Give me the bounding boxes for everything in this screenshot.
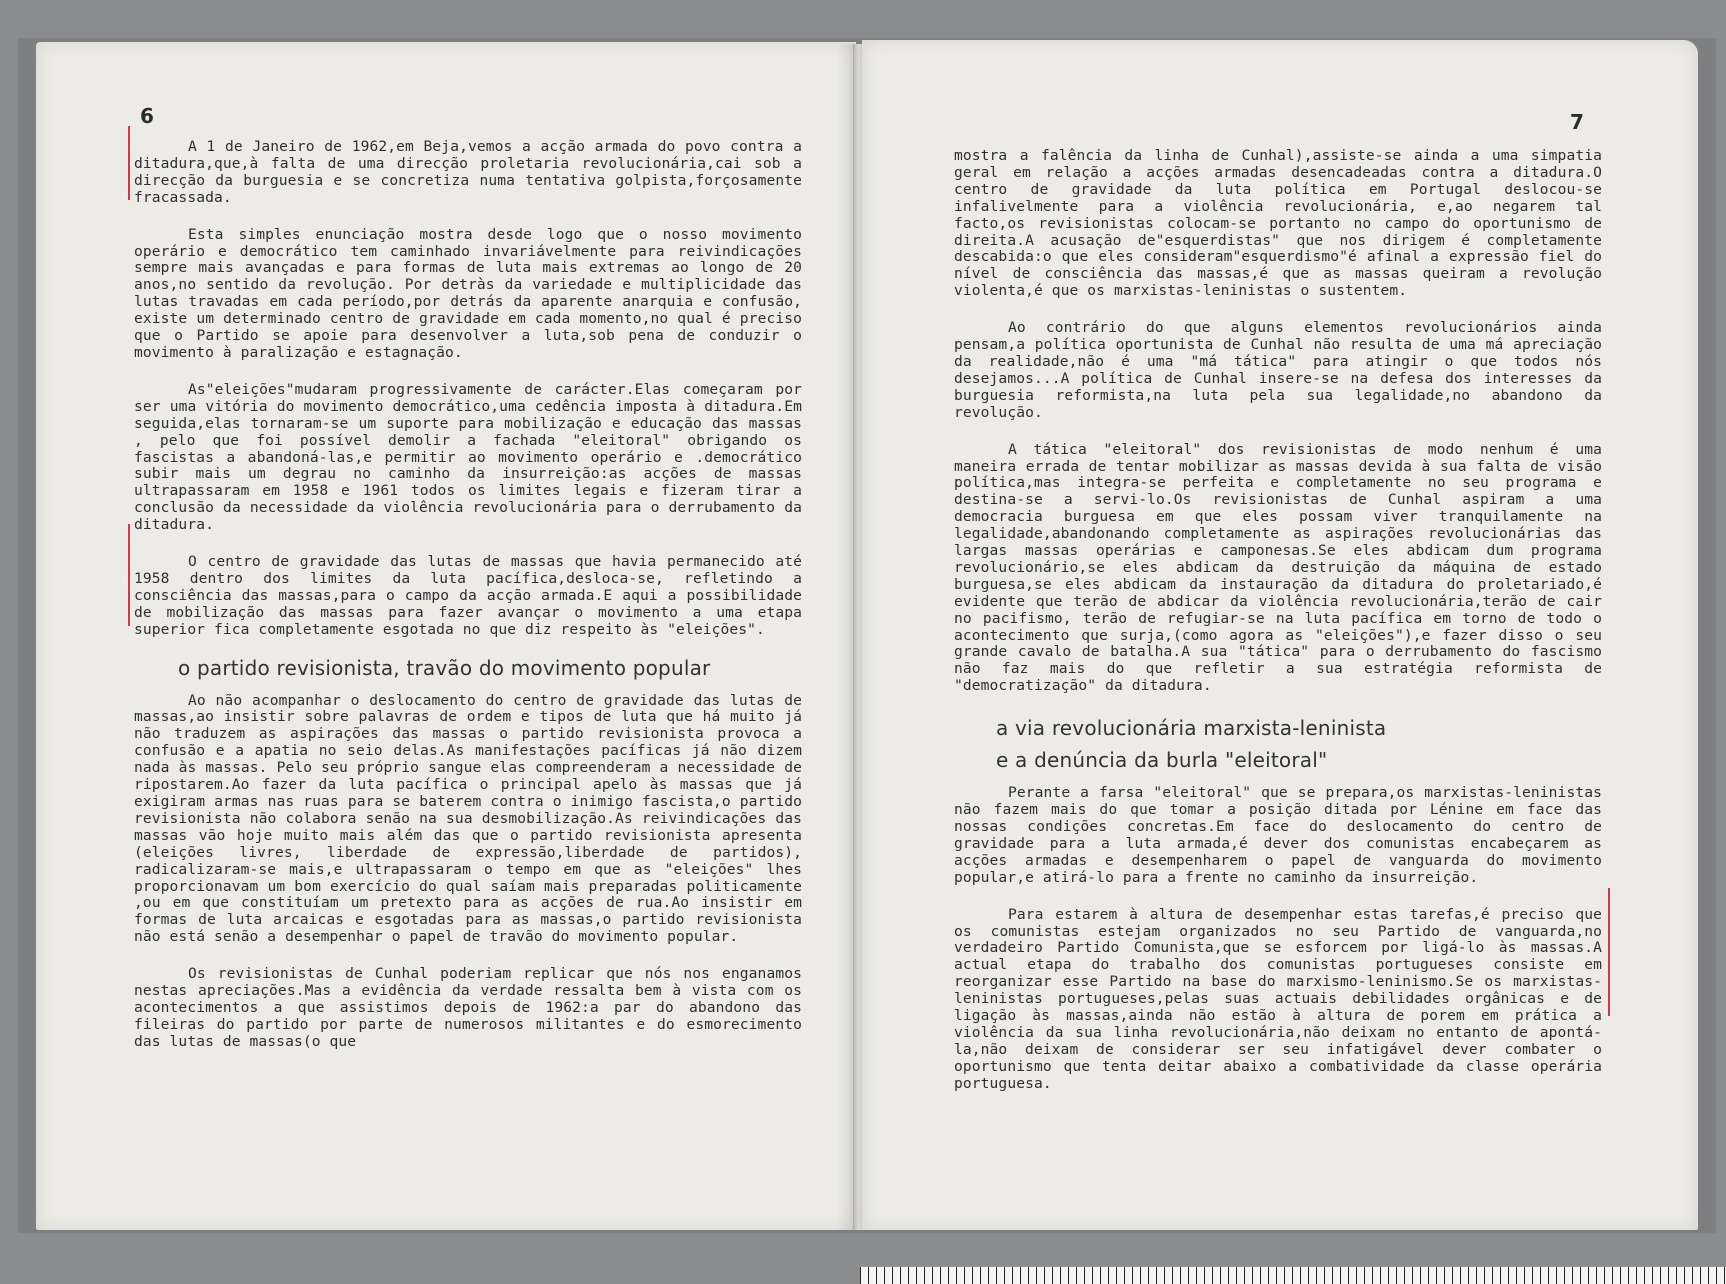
left-page: [36, 42, 856, 1230]
fold-shadow: [836, 44, 854, 1230]
paragraph: mostra a falência da linha de Cunhal),assiste-se ainda a uma simpatia geral em relação a acções armadas desencadeadas contra a ditadura.O centro de gravidade da luta política em Portugal deslocou-se infalivelmente para a violência revolucionária, e,ao negarem tal facto,os revisionistas colocam-se portanto no campo do oportunismo de direita.A acusação de"esquerdistas" que nos dirigem é completamente descabida:o que eles consideram"esquerdismo"é afinal a expressão fiel do nível de consciência das massas,é que as massas queiram a revolução violenta,é que os marxistas-leninistas o sustentem.: [954, 147, 1602, 300]
section-heading: e a denúncia da burla "eleitoral": [996, 748, 1328, 773]
paragraph: Ao não acompanhar o deslocamento do centro de gravidade das lutas de massas,ao insistir sobre palavras de ordem e tipos de luta que há muito já não traduzem as aspirações das massas o partido revisionista provoca a confusão e a apatia no seio delas.As manifestações pacíficas já não dizem nada às massas. Pelo seu próprio sangue elas compreenderam a necessidade de ripostarem.Ao fazer da luta pacífica o principal apelo às massas que já exigiram armas nas ruas para se baterem contra o inimigo fascista,o partido revisionista não colabora senão na sua desmobilização.As reivindicações das massas vão hoje muito mais além das que o partido revisionista apresenta (eleições livres, liberdade de expressão,liberdade de partidos), radicalizaram-se mais,e ultrapassaram o tempo em que as "eleições" lhes proporcionavam um bom exercício do qual saíam mais preparadas politicamente ,ou em que constituíam um pretexto para as acções de rua.Ao insistir em formas de luta arcaicas e esgotadas para as massas,o partido revisionista não está senão a desempenhar o papel de travão do movimento popular.: [134, 691, 802, 946]
left-page-text: [134, 139, 802, 1071]
section-heading: a via revolucionária marxista-leninista: [996, 716, 1387, 741]
page-number: 7: [1570, 110, 1584, 134]
paragraph: Ao contrário do que alguns elementos revolucionários ainda pensam,a política oportunista de Cunhal não resulta de uma má apreciação da realidade,não é uma "má tática" para atingir o que todos nós desejamos...A política de Cunhal insere-se na defesa dos interesses da burguesia reformista,na luta pela sua legalidade,no abandono da revolução.: [954, 319, 1602, 421]
page-number: 6: [140, 104, 154, 128]
measurement-ruler: [860, 1266, 1726, 1284]
paragraph: A tática "eleitoral" dos revisionistas de modo nenhum é uma maneira errada de tentar mobilizar as massas devida à sua falta de visão política,mas integra-se perfeita e completamente no seu programa e destina-se a servi-lo.Os revisionistas de Cunhal aspiram a uma democracia burguesa em que eles possam viver tranquilamente na legalidade,abandonando completamente as aspirações revolucionárias das largas massas operárias e camponesas.Se eles abdicam dum programa revolucionário,se eles abdicam da destruição da máquina de estado burguesa,se eles abdicam da instauração da ditadura do proletariado,é evidente que terão de abdicar da violência revolucionária,terão de cair no pacifismo, terão de refugiar-se na luta pacífica em torno de todo o acontecimento que surja,(como agora as "eleições"),e fazer disso o seu grande cavalo de batalha.A sua "tática" para o derrubamento do fascismo não faz mais do que refletir a sua estratégia reformista de "democratização" da ditadura.: [954, 440, 1602, 695]
paragraph: As"eleições"mudaram progressivamente de carácter.Elas começaram por ser uma vitória do movimento democrático,uma cedência imposta à ditadura.Em seguida,elas tornaram-se um suporte para mobilização e educação das massas , pelo que foi possível demolir a fachada "eleitoral" obrigando os fascistas a abandoná-las,e permitir ao movimento operário e .democrático subir mais um degrau no caminho da insurreição:as acções de massas ultrapassaram em 1958 e 1961 todos os limites legais e fizeram tirar a conclusão da necessidade da violência revolucionária para o derrubamento da ditadura.: [134, 380, 802, 534]
margin-mark: [1608, 888, 1610, 1016]
paragraph: O centro de gravidade das lutas de massas que havia permanecido até 1958 dentro dos limites da luta pacífica,desloca-se, refletindo a consciência das massas,para o campo da acção armada.E aqui a possibilidade de mobilização das massas para fazer avançar o movimento a uma etapa superior fica completamente esgotada no que diz respeito às "eleições".: [134, 553, 802, 638]
paragraph: Perante a farsa "eleitoral" que se prepara,os marxistas-leninistas não fazem mais do que tomar a posição ditada por Lénine em face das nossas condições concretas.Em face do deslocamento do centro de gravidade para a luta armada,é dever dos comunistas encabeçarem as acções armadas e desempenharem o papel de vanguarda do movimento popular,e atirá-lo para a frente no caminho da insurreição.: [954, 784, 1602, 886]
section-heading: o partido revisionista, travão do movimento popular: [178, 655, 711, 680]
right-page: [862, 40, 1698, 1230]
margin-mark: [128, 126, 130, 200]
right-page-text: [954, 148, 1602, 1113]
paragraph: Os revisionistas de Cunhal poderiam replicar que nós nos enganamos nestas apreciações.Mas a evidência da verdade ressalta bem à vista com os acontecimentos a que assistimos depois de 1962:a par do abandono das fileiras do partido por parte de numerosos militantes e do esmorecimento das lutas de massas(o que: [134, 965, 802, 1050]
margin-mark: [128, 524, 130, 626]
paragraph: Esta simples enunciação mostra desde logo que o nosso movimento operário e democrático tem caminhado invariávelmente para reivindicações sempre mais avançadas e para formas de luta mais extremas ao longo de 20 anos,no sentido da revolução. Por detràs da variedade e multiplicidade das lutas travadas em cada período,por detrás da aparente anarquia e confusão, existe um determinado centro de gravidade em cada momento,no qual é preciso que o Partido se apoie para desenvolver a luta,sob pena de conduzir o movimento à paralização e estagnação.: [134, 225, 802, 361]
paragraph: Para estarem à altura de desempenhar estas tarefas,é preciso que os comunistas estejam organizados no seu Partido de vanguarda,no verdadeiro Partido Comunista,que se esforcem por ligá-lo às massas.A actual etapa do trabalho dos comunistas portugueses consiste em reorganizar esse Partido na base do marxismo-leninismo.Se os marxistas-leninistas portugueses,pelas suas actuais debilidades orgânicas e de ligação às massas,ainda não estão à altura de porem em prática a violência da sua linha revolucionária,não deixam no entanto de apontá-la,não deixam de considerar ser seu infatigável dever combater o oportunismo que tenta deitar abaixo a combatividade da classe operária portuguesa.: [954, 905, 1602, 1092]
paragraph: A 1 de Janeiro de 1962,em Beja,vemos a acção armada do povo contra a ditadura,que,à falta de uma direcção proletaria revolucionária,cai sob a direcção da burguesia e se concretiza numa tentativa golpista,forçosamente fracassada.: [134, 138, 802, 206]
